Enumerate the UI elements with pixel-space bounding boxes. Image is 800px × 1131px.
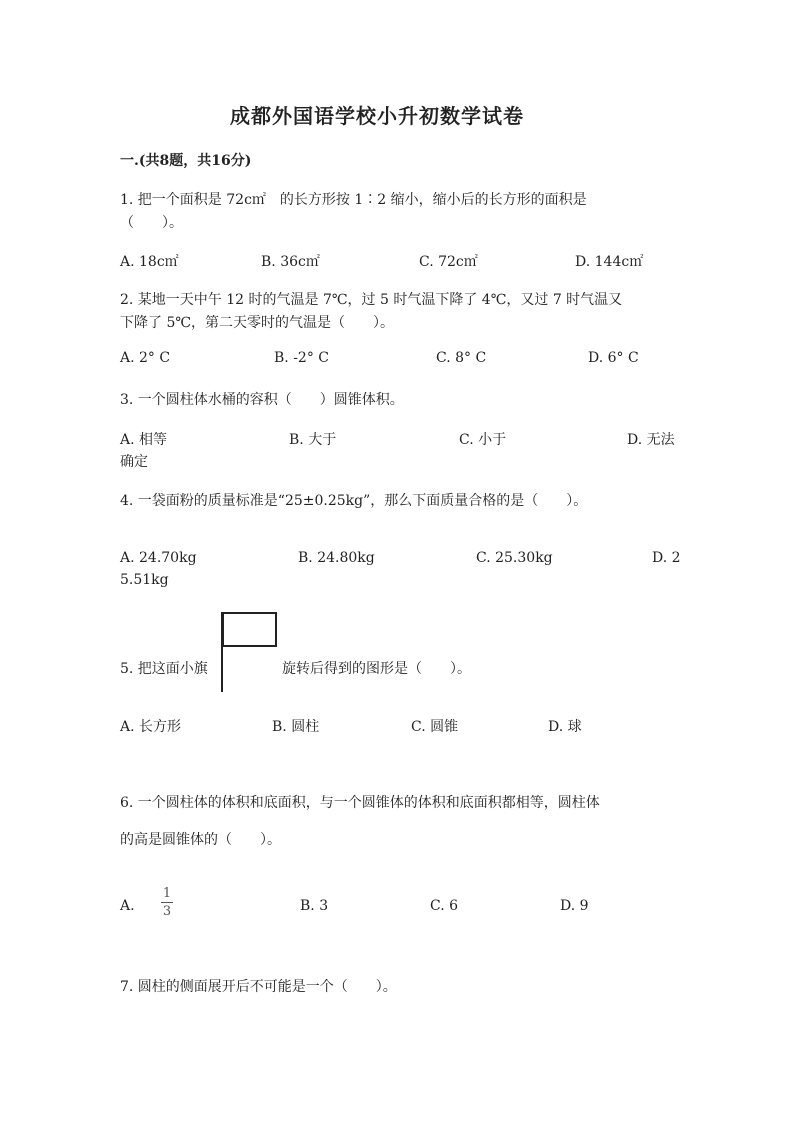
question-4-option-c: C. 25.30kg — [476, 550, 553, 566]
question-2-option-a: A. 2° C — [120, 350, 171, 366]
question-5-option-c: C. 圆锥 — [411, 719, 459, 735]
fraction-bar — [161, 902, 173, 903]
question-2-text: 2. 某地一天中午 12 时的气温是 7℃，过 5 时气温下降了 4℃，又过 7 时气温又 — [120, 292, 623, 308]
question-2-option-c: C. 8° C — [436, 350, 487, 366]
question-7-text: 7. 圆柱的侧面展开后不可能是一个（ ）。 — [120, 979, 397, 995]
question-6-option-a: A. — [120, 898, 135, 914]
question-2-text-cont: 下降了 5℃，第二天零时的气温是（ ）。 — [120, 315, 395, 331]
question-1-text: 1. 把一个面积是 72c㎡ 的长方形按 1∶2 缩小，缩小后的长方形的面积是 — [120, 192, 587, 208]
question-4-option-b: B. 24.80kg — [298, 550, 375, 566]
question-6-option-b: B. 3 — [300, 898, 329, 914]
fraction-one-third — [161, 887, 173, 918]
section-heading: 一.(共8题，共16分) — [120, 153, 252, 169]
question-5-option-a: A. 长方形 — [120, 719, 182, 735]
question-2-option-d: D. 6° C — [588, 350, 639, 366]
question-3-option-d: D. 无法 — [627, 432, 675, 448]
question-4-option-d-cont: 5.51kg — [120, 572, 169, 588]
question-5-option-b: B. 圆柱 — [272, 719, 320, 735]
fraction-denominator: 3 — [162, 904, 172, 919]
page-title: 成都外国语学校小升初数学试卷 — [230, 104, 524, 128]
question-3-text: 3. 一个圆柱体水桶的容积（ ）圆锥体积。 — [120, 392, 404, 408]
question-4-option-a: A. 24.70kg — [120, 550, 197, 566]
question-2-option-b: B. -2° C — [274, 350, 329, 366]
question-6-text-cont: 的高是圆锥体的（ ）。 — [120, 832, 281, 848]
question-1-text-cont: （ ）。 — [120, 215, 183, 231]
question-1-option-b: B. 36c㎡ — [261, 254, 320, 270]
flag-figure — [222, 612, 277, 647]
question-4-option-d: D. 2 — [652, 550, 681, 566]
fraction-numerator: 1 — [162, 886, 172, 901]
question-5-text: 5. 把这面小旗 — [120, 661, 208, 677]
question-1-option-d: D. 144c㎡ — [575, 254, 644, 270]
question-6-option-d: D. 9 — [560, 898, 589, 914]
question-6-text: 6. 一个圆柱体的体积和底面积，与一个圆锥体的体积和底面积都相等，圆柱体 — [120, 795, 600, 811]
question-3-option-b: B. 大于 — [289, 432, 337, 448]
question-1-option-a: A. 18c㎡ — [120, 254, 179, 270]
question-3-option-d-cont: 确定 — [120, 454, 148, 470]
question-6-option-c: C. 6 — [430, 898, 459, 914]
question-3-option-c: C. 小于 — [459, 432, 507, 448]
question-5-text-cont: 旋转后得到的图形是（ ）。 — [282, 661, 471, 677]
question-1-option-c: C. 72c㎡ — [419, 254, 478, 270]
question-4-text: 4. 一袋面粉的质量标准是“25±0.25kg”，那么下面质量合格的是（ ）。 — [120, 493, 588, 509]
question-3-option-a: A. 相等 — [120, 432, 168, 448]
question-5-option-d: D. 球 — [548, 719, 582, 735]
